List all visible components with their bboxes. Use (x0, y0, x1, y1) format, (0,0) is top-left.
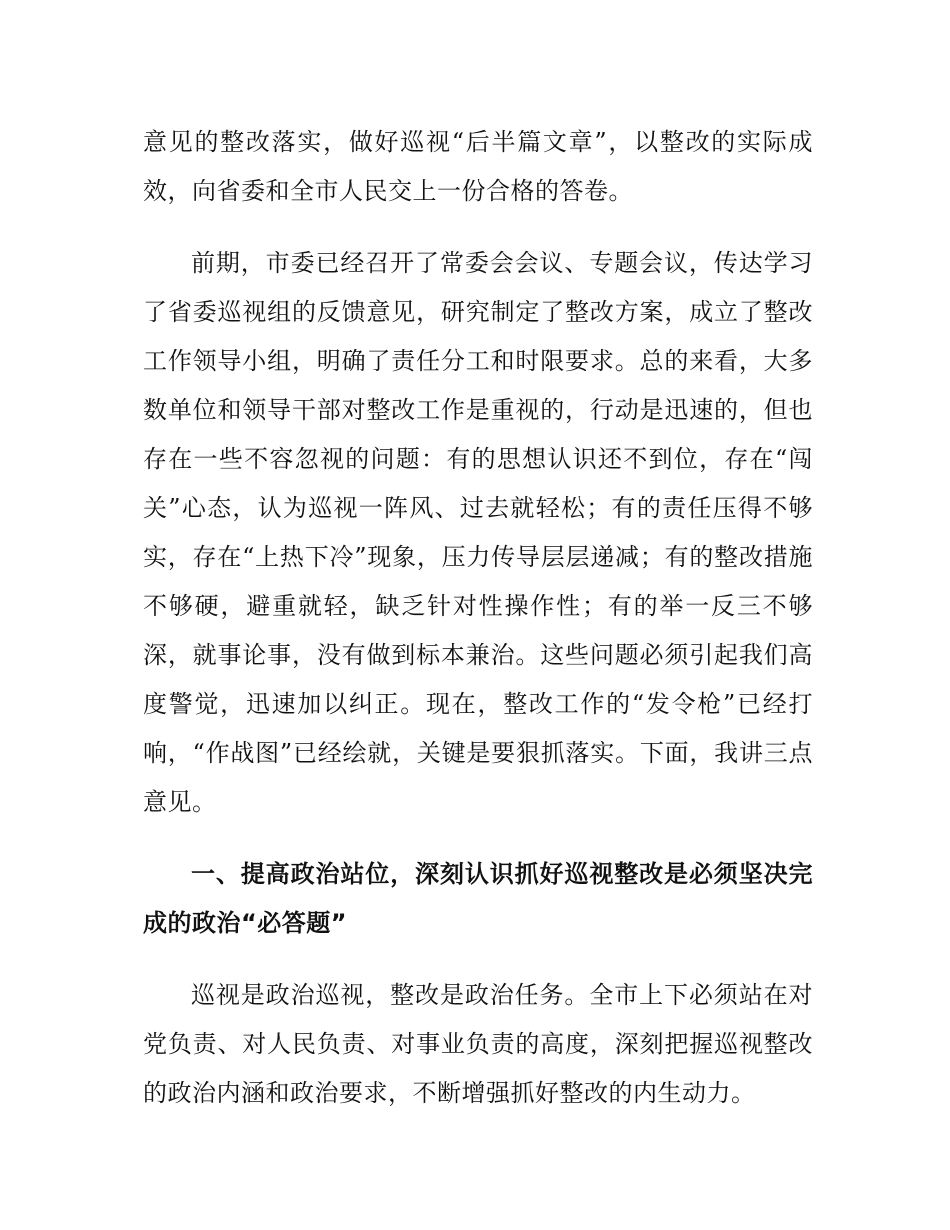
paragraph-continuation: 意见的整改落实，做好巡视“后半篇文章”，以整改的实际成效，向省委和全市人民交上一份合格的答卷。 (143, 128, 813, 205)
paragraph-overview: 前期，市委已经召开了常委会会议、专题会议，传达学习了省委巡视组的反馈意见，研究制定了整改方案，成立了整改工作领导小组，明确了责任分工和时限要求。总的来看，大多数单位和领导干部对整改工作是重视的，行动是迅速的，但也存在一些不容忽视的问题：有的思想认识还不到位，存在“闯关”心态，认为巡视一阵风、过去就轻松；有的责任压得不够实，存在“上热下冷”现象，压力传导层层递减；有的整改措施不够硬，避重就轻，缺乏针对性操作性；有的举一反三不够深，就事论事，没有做到标本兼治。这些问题必须引起我们高度警觉，迅速加以纠正。现在，整改工作的“发令枪”已经打响，“作战图”已经绘就，关键是要狠抓落实。下面，我讲三点意见。 (143, 249, 813, 816)
document-body (143, 118, 813, 1118)
paragraph-section-1-intro: 巡视是政治巡视，整改是政治任务。全市上下必须站在对党负责、对人民负责、对事业负责的高度，深刻把握巡视整改的政治内涵和政治要求，不断增强抓好整改的内生动力。 (143, 981, 813, 1107)
section-heading-1: 一、提高政治站位，深刻认识抓好巡视整改是必须坚决完成的政治“必答题” (143, 860, 813, 937)
